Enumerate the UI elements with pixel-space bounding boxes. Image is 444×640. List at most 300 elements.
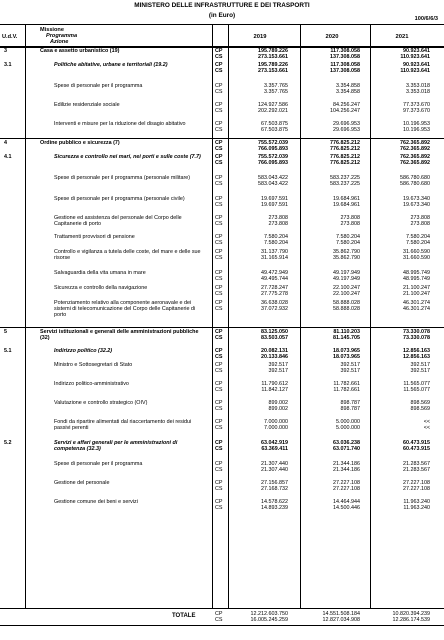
cp-value: 3.357.765 <box>264 83 288 89</box>
cs-value: 11.565.077 <box>403 387 430 393</box>
cs-value: 776.825.212 <box>330 160 360 166</box>
value-cell-2020 <box>304 121 360 133</box>
value-cell-2021 <box>374 285 430 297</box>
cs-label: CS <box>215 255 223 261</box>
value-cell-2021 <box>374 461 430 473</box>
cs-value: 7.580.204 <box>406 240 430 246</box>
udv-column-header: U.d.V. <box>2 34 18 40</box>
cs-label: CS <box>215 446 223 452</box>
cp-label: CP <box>215 348 223 354</box>
row-description: Potenziamento relativo alla componente aeronavale e dei sistemi di telecomunicazione del Corpo delle Capitanerie di porto <box>54 300 196 318</box>
table-code: 100/6/6/3 <box>414 16 438 22</box>
cs-value: 7.580.204 <box>264 240 288 246</box>
value-cell-2020 <box>304 300 360 312</box>
cs-value: 19.673.340 <box>403 202 430 208</box>
cs-value: 27.227.108 <box>403 486 430 492</box>
cs-value: << <box>423 425 430 431</box>
cp-value: 898.787 <box>340 400 360 406</box>
cp-value: 49.197.949 <box>333 270 360 276</box>
cs-label: CS <box>215 387 223 393</box>
value-cell-2020 <box>304 234 360 246</box>
cs-value: 104.256.247 <box>330 108 360 114</box>
cs-label: CS <box>215 89 223 95</box>
cp-value: 583.237.225 <box>330 175 360 181</box>
row-description: Interventi e misure per la riduzione del disagio abitativo <box>54 121 186 127</box>
table-row <box>0 140 444 154</box>
cs-value: 21.100.247 <box>403 291 430 297</box>
row-description: Sicurezza e controllo della navigazione <box>54 285 148 291</box>
value-cell-2021 <box>374 400 430 412</box>
cp-cs-labels <box>215 329 223 341</box>
cp-value: 81.110.203 <box>333 329 360 335</box>
cp-value: 19.673.340 <box>403 196 430 202</box>
value-cell-2019 <box>232 381 288 393</box>
cp-cs-labels <box>215 419 223 431</box>
cp-value: 195.789.226 <box>258 48 288 54</box>
cs-value: 766.095.893 <box>258 160 288 166</box>
value-cell-2019 <box>232 215 288 227</box>
value-cell-2020 <box>304 400 360 412</box>
value-cell-2020 <box>304 285 360 297</box>
row-description: Gestione comune dei beni e servizi <box>54 499 138 505</box>
cp-value: 36.638.028 <box>261 300 288 306</box>
value-cell-2019 <box>232 270 288 282</box>
cs-value: 392.517 <box>410 368 430 374</box>
row-description: Servizi istituzionali e generali delle amministrazioni pubbliche (32) <box>40 329 199 341</box>
cp-cs-labels: CP CS <box>215 611 223 623</box>
row-description: Indirizzo politico (32.2) <box>54 348 113 354</box>
cs-label: CS <box>215 505 223 511</box>
table-row <box>0 102 444 121</box>
value-cell-2020 <box>304 215 360 227</box>
row-description: Fondi da ripartire alimentati dal riaccertamento dei residui passivi perenti <box>54 419 192 431</box>
table-row <box>0 154 444 175</box>
year-2019-header: 2019 <box>253 34 267 40</box>
cs-value: 46.301.274 <box>403 306 430 312</box>
cs-value: 110.923.641 <box>400 68 430 74</box>
cs-value: 83.503.057 <box>261 335 288 341</box>
cp-cs-labels <box>215 285 223 297</box>
cp-value: 3.354.858 <box>336 83 360 89</box>
cs-value: 20.133.846 <box>261 354 288 360</box>
table-row <box>0 362 444 381</box>
value-cell-2021 <box>374 300 430 312</box>
value-cell-2020 <box>304 270 360 282</box>
cp-value: 7.000.000 <box>264 419 288 425</box>
cs-value: 898.569 <box>410 406 430 412</box>
cp-label: CP <box>215 102 223 108</box>
cp-value: 3.353.018 <box>406 83 430 89</box>
cs-value: 81.145.705 <box>333 335 360 341</box>
cp-value: 11.782.661 <box>333 381 360 387</box>
cp-label: CP <box>215 175 223 181</box>
cp-label: CP <box>215 215 223 221</box>
table-row <box>0 348 444 362</box>
cp-label: CP <box>215 300 223 306</box>
cs-label: CS <box>215 54 223 60</box>
cs-value: 7.580.204 <box>336 240 360 246</box>
cs-value: 3.354.858 <box>336 89 360 95</box>
cp-cs-labels <box>215 121 223 133</box>
udv-code: 4.1 <box>4 154 12 160</box>
udv-code: 3 <box>4 48 7 54</box>
table-row <box>0 300 444 329</box>
cp-value: 63.036.238 <box>333 440 360 446</box>
cs-value: 31.660.590 <box>403 255 430 261</box>
row-description: Gestione ed assistenza del personale del Corpo delle Capitanerie di porto <box>54 215 182 227</box>
cp-cs-labels <box>215 62 223 74</box>
missione-column-header <box>40 27 77 46</box>
table-row <box>0 249 444 270</box>
cp-value: 21.100.247 <box>403 285 430 291</box>
cs-label: CS <box>215 221 223 227</box>
value-cell-2019 <box>232 121 288 133</box>
total-2020: 14.551.508.184 12.827.034.908 <box>322 611 360 623</box>
cs-value: 5.000.000 <box>336 425 360 431</box>
row-description: Edilizie residenziale sociale <box>54 102 120 108</box>
cp-value: 5.000.000 <box>336 419 360 425</box>
cs-value: 586.780.680 <box>400 181 430 187</box>
udv-code: 4 <box>4 140 7 146</box>
table-row <box>0 285 444 300</box>
value-cell-2021 <box>374 362 430 374</box>
cp-label: CP <box>215 48 223 54</box>
cs-value: 67.503.875 <box>261 127 288 133</box>
cp-cs-labels <box>215 480 223 492</box>
value-cell-2020 <box>304 196 360 208</box>
table-row <box>0 48 444 62</box>
cp-value: 273.808 <box>340 215 360 221</box>
cp-value: 392.517 <box>268 362 288 368</box>
value-cell-2021 <box>374 48 430 60</box>
cs-label: CS <box>215 127 223 133</box>
cs-value: 273.808 <box>410 221 430 227</box>
cs-value: 27.775.278 <box>261 291 288 297</box>
cs-value: 273.808 <box>340 221 360 227</box>
table-row <box>0 381 444 400</box>
cp-label: CP <box>215 196 223 202</box>
cp-value: 46.301.274 <box>403 300 430 306</box>
cs-label: CS <box>215 354 223 360</box>
cs-value: 63.071.740 <box>333 446 360 452</box>
cs-value: 27.227.108 <box>333 486 360 492</box>
cp-value: 273.808 <box>268 215 288 221</box>
table-row <box>0 461 444 480</box>
cp-label: CP <box>215 140 223 146</box>
value-cell-2021 <box>374 196 430 208</box>
value-cell-2020 <box>304 83 360 95</box>
cp-value: 77.373.670 <box>403 102 430 108</box>
cp-value: 392.517 <box>410 362 430 368</box>
table-row <box>0 270 444 285</box>
value-cell-2019 <box>232 419 288 431</box>
value-cell-2020 <box>304 249 360 261</box>
value-cell-2019 <box>232 249 288 261</box>
cp-value: 19.684.961 <box>333 196 360 202</box>
value-cell-2021 <box>374 249 430 261</box>
row-description: Salvaguardia della vita umana in mare <box>54 270 146 276</box>
cs-label: CS <box>215 425 223 431</box>
cs-value: 21.344.186 <box>333 467 360 473</box>
cs-value: 22.100.247 <box>333 291 360 297</box>
cp-value: 63.042.919 <box>261 440 288 446</box>
cs-value: 21.283.567 <box>403 467 430 473</box>
cs-value: 137.308.058 <box>330 54 360 60</box>
cs-label: CS <box>215 368 223 374</box>
cs-value: 3.353.018 <box>406 89 430 95</box>
cs-label: CS <box>215 467 223 473</box>
cp-cs-labels <box>215 196 223 208</box>
cp-value: 27.227.108 <box>403 480 430 486</box>
cp-value: 392.517 <box>340 362 360 368</box>
row-description: Sicurezza e controllo nei mari, nei porti e sulle coste (7.7) <box>54 154 201 160</box>
value-cell-2021 <box>374 83 430 95</box>
value-cell-2019 <box>232 400 288 412</box>
value-cell-2019 <box>232 154 288 166</box>
cs-value: 762.365.892 <box>400 146 430 152</box>
row-description: Valutazione e controllo strategico (OIV) <box>54 400 148 406</box>
cs-value: 776.825.212 <box>330 146 360 152</box>
cs-label: CS <box>215 406 223 412</box>
row-description: Indirizzo politico-amministrativo <box>54 381 129 387</box>
cs-value: 202.292.021 <box>258 108 288 114</box>
cs-label: CS <box>215 240 223 246</box>
value-cell-2019 <box>232 499 288 511</box>
cp-cs-labels <box>215 102 223 114</box>
value-cell-2021 <box>374 329 430 341</box>
cp-cs-labels <box>215 362 223 374</box>
cp-value: 35.862.790 <box>333 249 360 255</box>
value-cell-2020 <box>304 480 360 492</box>
cs-value: 11.963.240 <box>403 505 430 511</box>
value-cell-2019 <box>232 348 288 360</box>
value-cell-2021 <box>374 234 430 246</box>
total-2019: 12.212.603.750 16.005.245.259 <box>250 611 288 623</box>
cp-value: 73.330.078 <box>403 329 430 335</box>
cs-value: 273.153.661 <box>258 54 288 60</box>
cs-value: 766.095.893 <box>258 146 288 152</box>
cs-value: 762.365.892 <box>400 160 430 166</box>
value-cell-2020 <box>304 461 360 473</box>
cp-label: CP <box>215 440 223 446</box>
cp-label: CP <box>215 121 223 127</box>
cs-value: 110.923.641 <box>400 54 430 60</box>
cs-value: 7.000.000 <box>264 425 288 431</box>
row-description: Spese di personale per il programma (personale civile) <box>54 196 185 202</box>
row-description: Casa e assetto urbanistico (19) <box>40 48 120 54</box>
cp-value: 7.580.204 <box>264 234 288 240</box>
table-row <box>0 175 444 196</box>
cp-value: 48.995.749 <box>403 270 430 276</box>
cp-cs-labels <box>215 215 223 227</box>
cs-label: CS <box>215 202 223 208</box>
value-cell-2019 <box>232 329 288 341</box>
cp-value: 762.365.892 <box>400 140 430 146</box>
cs-value: 35.862.790 <box>333 255 360 261</box>
programma-label: Programma <box>46 33 78 40</box>
value-cell-2019 <box>232 440 288 452</box>
cp-value: 83.125.050 <box>261 329 288 335</box>
cs-value: 10.196.953 <box>403 127 430 133</box>
cs-label: CS <box>215 486 223 492</box>
cp-label: CP <box>215 270 223 276</box>
cp-cs-labels <box>215 348 223 360</box>
value-cell-2020 <box>304 329 360 341</box>
ministry-title: MINISTERO DELLE INFRASTRUTTURE E DEI TRASPORTI <box>134 2 310 9</box>
cp-value: 21.283.567 <box>403 461 430 467</box>
cs-value: 583.043.422 <box>258 181 288 187</box>
cp-cs-labels <box>215 400 223 412</box>
table-row <box>0 480 444 499</box>
table-row <box>0 62 444 83</box>
table-row <box>0 400 444 419</box>
cs-value: 12.856.163 <box>403 354 430 360</box>
value-cell-2019 <box>232 62 288 74</box>
value-cell-2019 <box>232 234 288 246</box>
cs-value: 3.357.765 <box>264 89 288 95</box>
cp-cs-labels <box>215 440 223 452</box>
cp-value: 84.256.247 <box>333 102 360 108</box>
value-cell-2019 <box>232 48 288 60</box>
year-2020-header: 2020 <box>325 34 339 40</box>
cp-value: 7.580.204 <box>406 234 430 240</box>
cs-value: 97.373.670 <box>403 108 430 114</box>
currency-subtitle: (in Euro) <box>208 12 236 19</box>
missione-label: Missione <box>40 27 64 33</box>
cp-value: 27.156.857 <box>261 480 288 486</box>
value-cell-2020 <box>304 62 360 74</box>
cp-value: 755.572.039 <box>258 154 288 160</box>
cp-value: 195.789.226 <box>258 62 288 68</box>
cp-cs-labels <box>215 83 223 95</box>
value-cell-2020 <box>304 48 360 60</box>
cs-value: 29.696.953 <box>333 127 360 133</box>
value-cell-2021 <box>374 62 430 74</box>
row-description: Gestione del personale <box>54 480 110 486</box>
udv-code: 3.1 <box>4 62 12 68</box>
cp-value: 21.344.186 <box>333 461 360 467</box>
cp-label: CP <box>215 234 223 240</box>
cs-value: 49.197.949 <box>333 276 360 282</box>
cs-value: 31.165.914 <box>261 255 288 261</box>
cs-value: 273.808 <box>268 221 288 227</box>
cp-cs-labels <box>215 48 223 60</box>
value-cell-2020 <box>304 499 360 511</box>
udv-code: 5.2 <box>4 440 12 446</box>
value-cell-2019 <box>232 300 288 312</box>
value-cell-2021 <box>374 102 430 114</box>
cp-value: << <box>423 419 430 425</box>
cs-value: 60.473.915 <box>403 446 430 452</box>
cp-cs-labels <box>215 300 223 312</box>
cs-value: 27.168.732 <box>261 486 288 492</box>
value-cell-2021 <box>374 440 430 452</box>
cp-label: CP <box>215 329 223 335</box>
table-row <box>0 499 444 519</box>
cp-value: 273.808 <box>410 215 430 221</box>
udv-code: 5 <box>4 329 7 335</box>
cp-value: 11.565.077 <box>403 381 430 387</box>
cp-value: 755.572.039 <box>258 140 288 146</box>
cp-cs-labels <box>215 381 223 393</box>
table-row <box>0 196 444 215</box>
value-cell-2021 <box>374 480 430 492</box>
cp-value: 117.308.058 <box>330 62 360 68</box>
cs-value: 392.517 <box>268 368 288 374</box>
cp-value: 899.002 <box>268 400 288 406</box>
cp-cs-labels <box>215 234 223 246</box>
cs-value: 14.893.239 <box>261 505 288 511</box>
cp-label: CP <box>215 499 223 505</box>
cs-value: 21.307.440 <box>261 467 288 473</box>
cp-label: CP <box>215 154 223 160</box>
cp-label: CP <box>215 249 223 255</box>
cs-label: CS <box>215 68 223 74</box>
cp-value: 31.660.590 <box>403 249 430 255</box>
table-row <box>0 440 444 461</box>
cs-value: 58.888.028 <box>333 306 360 312</box>
row-description: Servizi e affari generali per le amministrazioni di competenza (32.3) <box>54 440 178 452</box>
table-row <box>0 329 444 348</box>
value-cell-2021 <box>374 175 430 187</box>
cp-cs-labels <box>215 499 223 511</box>
cp-value: 29.696.953 <box>333 121 360 127</box>
row-description: Spese di personale per il programma <box>54 83 143 89</box>
cs-label: CS <box>215 160 223 166</box>
cp-value: 11.790.612 <box>261 381 288 387</box>
total-label: TOTALE <box>172 613 196 619</box>
cp-value: 124.927.586 <box>258 102 288 108</box>
value-cell-2021 <box>374 121 430 133</box>
cs-value: 392.517 <box>340 368 360 374</box>
cs-value: 899.002 <box>268 406 288 412</box>
cs-value: 37.072.932 <box>261 306 288 312</box>
cs-value: 273.153.661 <box>258 68 288 74</box>
cp-value: 90.923.641 <box>403 48 430 54</box>
cs-value: 11.842.127 <box>261 387 288 393</box>
cp-value: 18.073.965 <box>333 348 360 354</box>
value-cell-2019 <box>232 140 288 152</box>
value-cell-2021 <box>374 348 430 360</box>
cp-label: CP <box>215 480 223 486</box>
row-description: Spese di personale per il programma <box>54 461 143 467</box>
cp-value: 19.697.591 <box>261 196 288 202</box>
value-cell-2020 <box>304 419 360 431</box>
cp-value: 20.082.131 <box>261 348 288 354</box>
row-description: Controllo e vigilanza a tutela delle coste, del mare e delle sue risorse <box>54 249 201 261</box>
cp-value: 58.888.028 <box>333 300 360 306</box>
cs-label: CS <box>215 146 223 152</box>
row-description: Politiche abitative, urbane e territoriali (19.2) <box>54 62 168 68</box>
cp-value: 762.365.892 <box>400 154 430 160</box>
table-header <box>0 24 444 48</box>
cp-value: 14.578.622 <box>261 499 288 505</box>
cs-value: 137.308.058 <box>330 68 360 74</box>
cp-value: 22.100.247 <box>333 285 360 291</box>
cs-value: 898.787 <box>340 406 360 412</box>
cp-label: CP <box>215 83 223 89</box>
value-cell-2019 <box>232 362 288 374</box>
azione-label: Azione <box>50 39 69 46</box>
cp-value: 10.196.953 <box>403 121 430 127</box>
table-row <box>0 234 444 249</box>
cs-value: 583.237.225 <box>330 181 360 187</box>
cp-value: 27.227.108 <box>333 480 360 486</box>
cp-cs-labels <box>215 249 223 261</box>
cs-value: 19.684.961 <box>333 202 360 208</box>
cp-cs-labels <box>215 175 223 187</box>
value-cell-2021 <box>374 154 430 166</box>
